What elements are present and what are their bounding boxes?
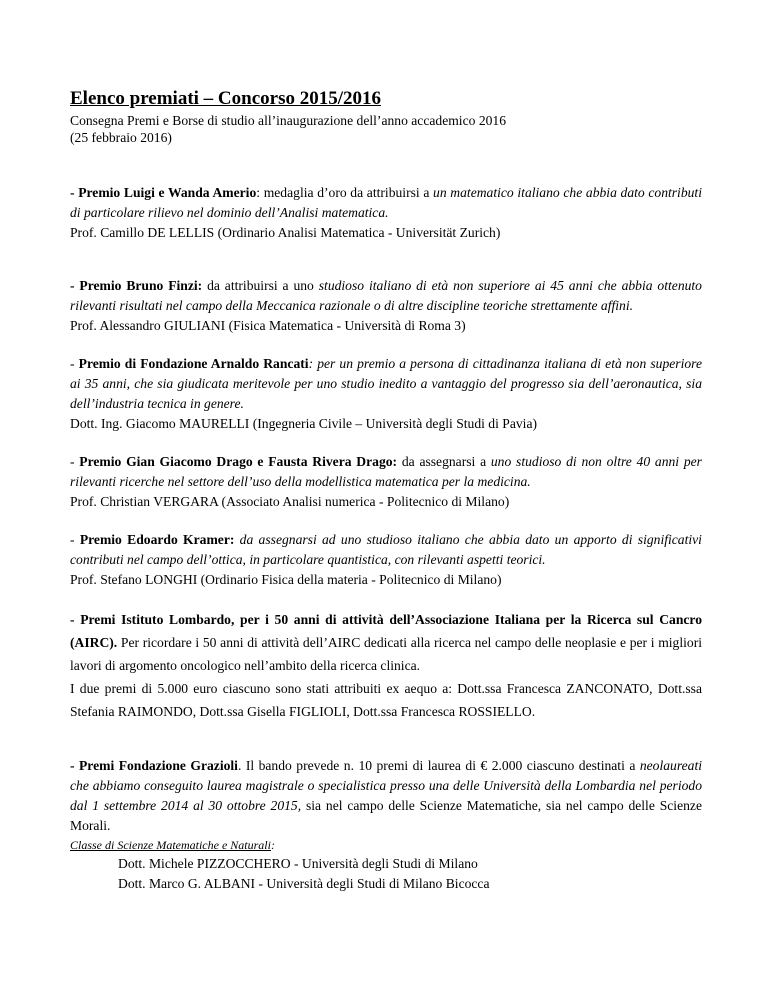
prize-description: da attribuirsi a uno [207, 278, 319, 293]
winner-amerio: Prof. Camillo DE LELLIS (Ordinario Analisi Matematica - Universität Zurich) [70, 225, 501, 240]
prize-rancati: - Premio di Fondazione Arnaldo Rancati: per un premio a persona di cittadinanza italiana di età non superiore ai 35 anni, che sia giudicata meritevole per uno studio inedito a vantaggio del progresso sia dell’aeronautica, sia dell’industria tecnica in genere. [70, 356, 702, 411]
prize-description: medaglia d’oro da attribuirsi a [263, 185, 434, 200]
winners-airc: I due premi di 5.000 euro ciascuno sono stati attribuiti ex aequo a: Dott.ssa Francesca ZANCONATO, Dott.ssa Stefania RAIMONDO, Dott.ssa Gisella FIGLIOLI, Dott.ssa Francesca ROSSIELLO. [70, 681, 702, 719]
winner-grazioli-2: Dott. Marco G. ALBANI - Università degli Studi di Milano Bicocca [118, 876, 490, 891]
winner-drago: Prof. Christian VERGARA (Associato Analisi numerica - Politecnico di Milano) [70, 494, 510, 509]
prize-name: Premio Edoardo Kramer: [79, 532, 235, 547]
prize-name: - Premio Bruno Finzi: [70, 278, 203, 293]
winner-grazioli-1: Dott. Michele PIZZOCCHERO - Università degli Studi di Milano [118, 856, 478, 871]
prize-description: da assegnarsi a [401, 454, 491, 469]
prize-description-tail: sia nel campo delle Scienze Matematiche, sia nel campo delle Scienze Morali. [70, 798, 702, 833]
prize-kramer: - Premio Edoardo Kramer: da assegnarsi ad uno studioso italiano che abbia dato un apporto di significativi contributi nel campo dell’ottica, in particolare quantistica, con rilevanti aspetti teorici. [70, 532, 702, 567]
prize-criteria: uno studioso di non oltre 40 anni per rilevanti ricerche nel settore dell’uso della modellistica matematica per la medicina. [70, 454, 702, 489]
prize-criteria: studioso italiano di età non superiore ai 45 anni che abbia ottenuto rilevanti risultati nel campo della Meccanica razionale o di altre discipline teoriche strettamente affini. [70, 278, 702, 313]
prize-description: . Il bando prevede n. 10 premi di laurea di € 2.000 ciascuno destinati a [237, 758, 640, 773]
prize-amerio: - Premio Luigi e Wanda Amerio: medaglia d’oro da attribuirsi a un matematico italiano che abbia dato contributi di particolare rilievo nel dominio dell’Analisi matematica. [70, 185, 702, 220]
subtitle-line-1: Consegna Premi e Borse di studio all’inaugurazione dell’anno accademico 2016 [70, 113, 507, 128]
prize-airc [70, 608, 702, 677]
prize-name: - Premi Fondazione Grazioli [70, 758, 238, 773]
class-label: Classe di Scienze Matematiche e Naturali: [70, 838, 275, 852]
subtitle-line-2: (25 febbraio 2016) [70, 130, 172, 145]
prize-name: Premio Gian Giacomo Drago e Fausta Rivera Drago: [79, 454, 398, 469]
prize-criteria: per un premio a persona di cittadinanza italiana di età non superiore ai 35 anni, che sia giudicata meritevole per uno studio inedito a vantaggio del progresso sia dell’aeronautica, sia dell’industria tecnica in genere. [70, 356, 702, 411]
document-title: Elenco premiati – Concorso 2015/2016 [70, 88, 382, 109]
prize-criteria: neolaureati che abbiamo conseguito laurea magistrale o specialistica presso una delle Università della Lombardia nel periodo dal 1 settembre 2014 al 30 ottobre 2015, [70, 758, 703, 813]
prize-name: - Premio Luigi e Wanda Amerio [70, 185, 257, 200]
winner-rancati: Dott. Ing. Giacomo MAURELLI (Ingegneria Civile – Università degli Studi di Pavia) [70, 416, 538, 431]
prize-criteria: un matematico italiano che abbia dato contributi di particolare rilievo nel dominio dell’Analisi matematica. [70, 185, 702, 220]
prize-criteria: da assegnarsi ad uno studioso italiano che abbia dato un apporto di significativi contributi nel campo dell’ottica, in particolare quantistica, con rilevanti aspetti teorici. [70, 532, 702, 567]
document-subtitle [70, 112, 702, 146]
prize-name: Premio di Fondazione Arnaldo Rancati [78, 356, 309, 371]
prize-finzi [70, 276, 702, 316]
prize-grazioli [70, 756, 702, 836]
document-page [70, 88, 702, 894]
prize-description: Per ricordare i 50 anni di attività dell’AIRC dedicati alla ricerca nel campo delle neoplasie e per i migliori lavori di argomento oncologico nell’ambito della ricerca clinica. [70, 635, 702, 673]
prize-drago: - Premio Gian Giacomo Drago e Fausta Rivera Drago: da assegnarsi a uno studioso di non oltre 40 anni per rilevanti ricerche nel settore dell’uso della modellistica matematica per la medicina. [70, 454, 702, 489]
winner-finzi: Prof. Alessandro GIULIANI (Fisica Matematica - Università di Roma 3) [70, 318, 466, 333]
prize-name: - Premi Istituto Lombardo, per i 50 anni di attività dell’Associazione Italiana per la Ricerca sul Cancro (AIRC). [70, 612, 702, 650]
winner-kramer: Prof. Stefano LONGHI (Ordinario Fisica della materia - Politecnico di Milano) [70, 572, 502, 587]
